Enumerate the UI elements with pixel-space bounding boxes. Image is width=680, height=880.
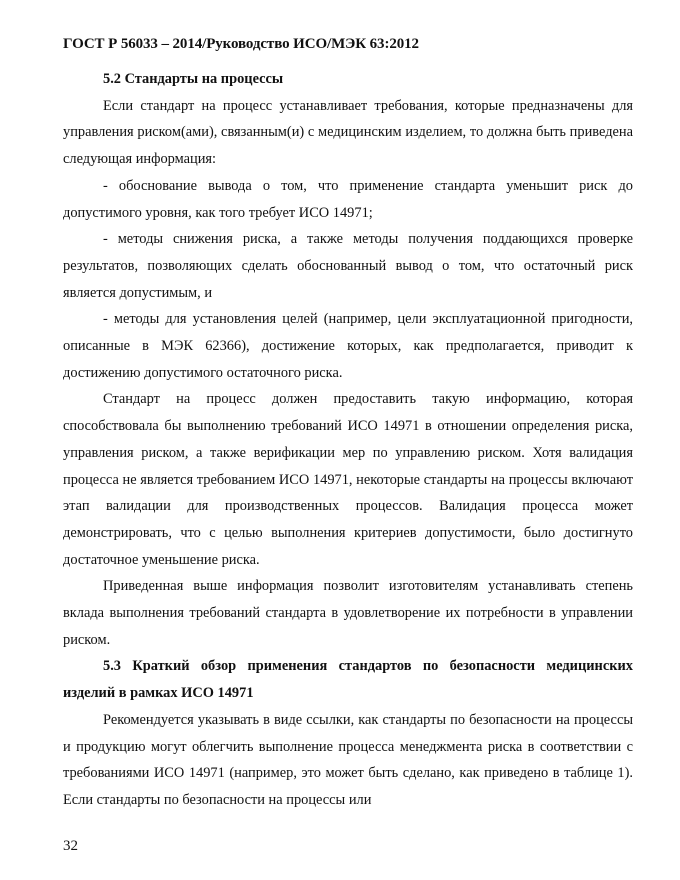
document-body [63, 66, 633, 814]
paragraph: Стандарт на процесс должен предоставить такую информацию, которая способствовала бы выполнению требований ИСО 14971 в отношении определения риска, управления риском, а также верификации мер по управлению риском. Хотя валидация процесса не является требованием ИСО 14971, некоторые стандарты на процессы включают этап валидации для производственных процессов. Валидация процесса может демонстрировать, что с целью выполнения критериев допустимости, было достигнуто достаточное уменьшение риска. [63, 391, 633, 568]
section-heading-5-3: 5.3 Краткий обзор применения стандартов по безопасности медицинских изделий в рамках ИСО 14971 [63, 658, 633, 702]
list-item: - обоснование вывода о том, что применение стандарта уменьшит риск до допустимого уровня, как того требует ИСО 14971; [63, 177, 633, 221]
paragraph: Приведенная выше информация позволит изготовителям устанавливать степень вклада выполнения требований стандарта в удовлетворение их потребности в управлении риском. [63, 578, 633, 648]
list-item: - методы для установления целей (например, цели эксплуатационной пригодности, описанные в МЭК 62366), достижение которых, как предполагается, приводит к достижению допустимого остаточного риска. [63, 311, 633, 381]
page-number: 32 [63, 838, 78, 854]
paragraph: Если стандарт на процесс устанавливает требования, которые предназначены для управления риском(ами), связанным(и) с медицинским изделием, то должна быть приведена следующая информация: [63, 97, 633, 168]
document-header: ГОСТ Р 56033 – 2014/Руководство ИСО/МЭК 63:2012 [63, 36, 419, 52]
section-heading-5-2: 5.2 Стандарты на процессы [103, 71, 284, 87]
list-item: - методы снижения риска, а также методы получения поддающихся проверке результатов, позволяющих сделать обоснованный вывод о том, что остаточный риск является допустимым, и [63, 231, 633, 301]
paragraph: Рекомендуется указывать в виде ссылки, как стандарты по безопасности на процессы и продукцию могут облегчить выполнение процесса менеджмента риска в соответствии с требованиями ИСО 14971 (например, это может быть сделано, как приведено в таблице 1). Если стандарты по безопасности на процессы или [63, 711, 633, 808]
